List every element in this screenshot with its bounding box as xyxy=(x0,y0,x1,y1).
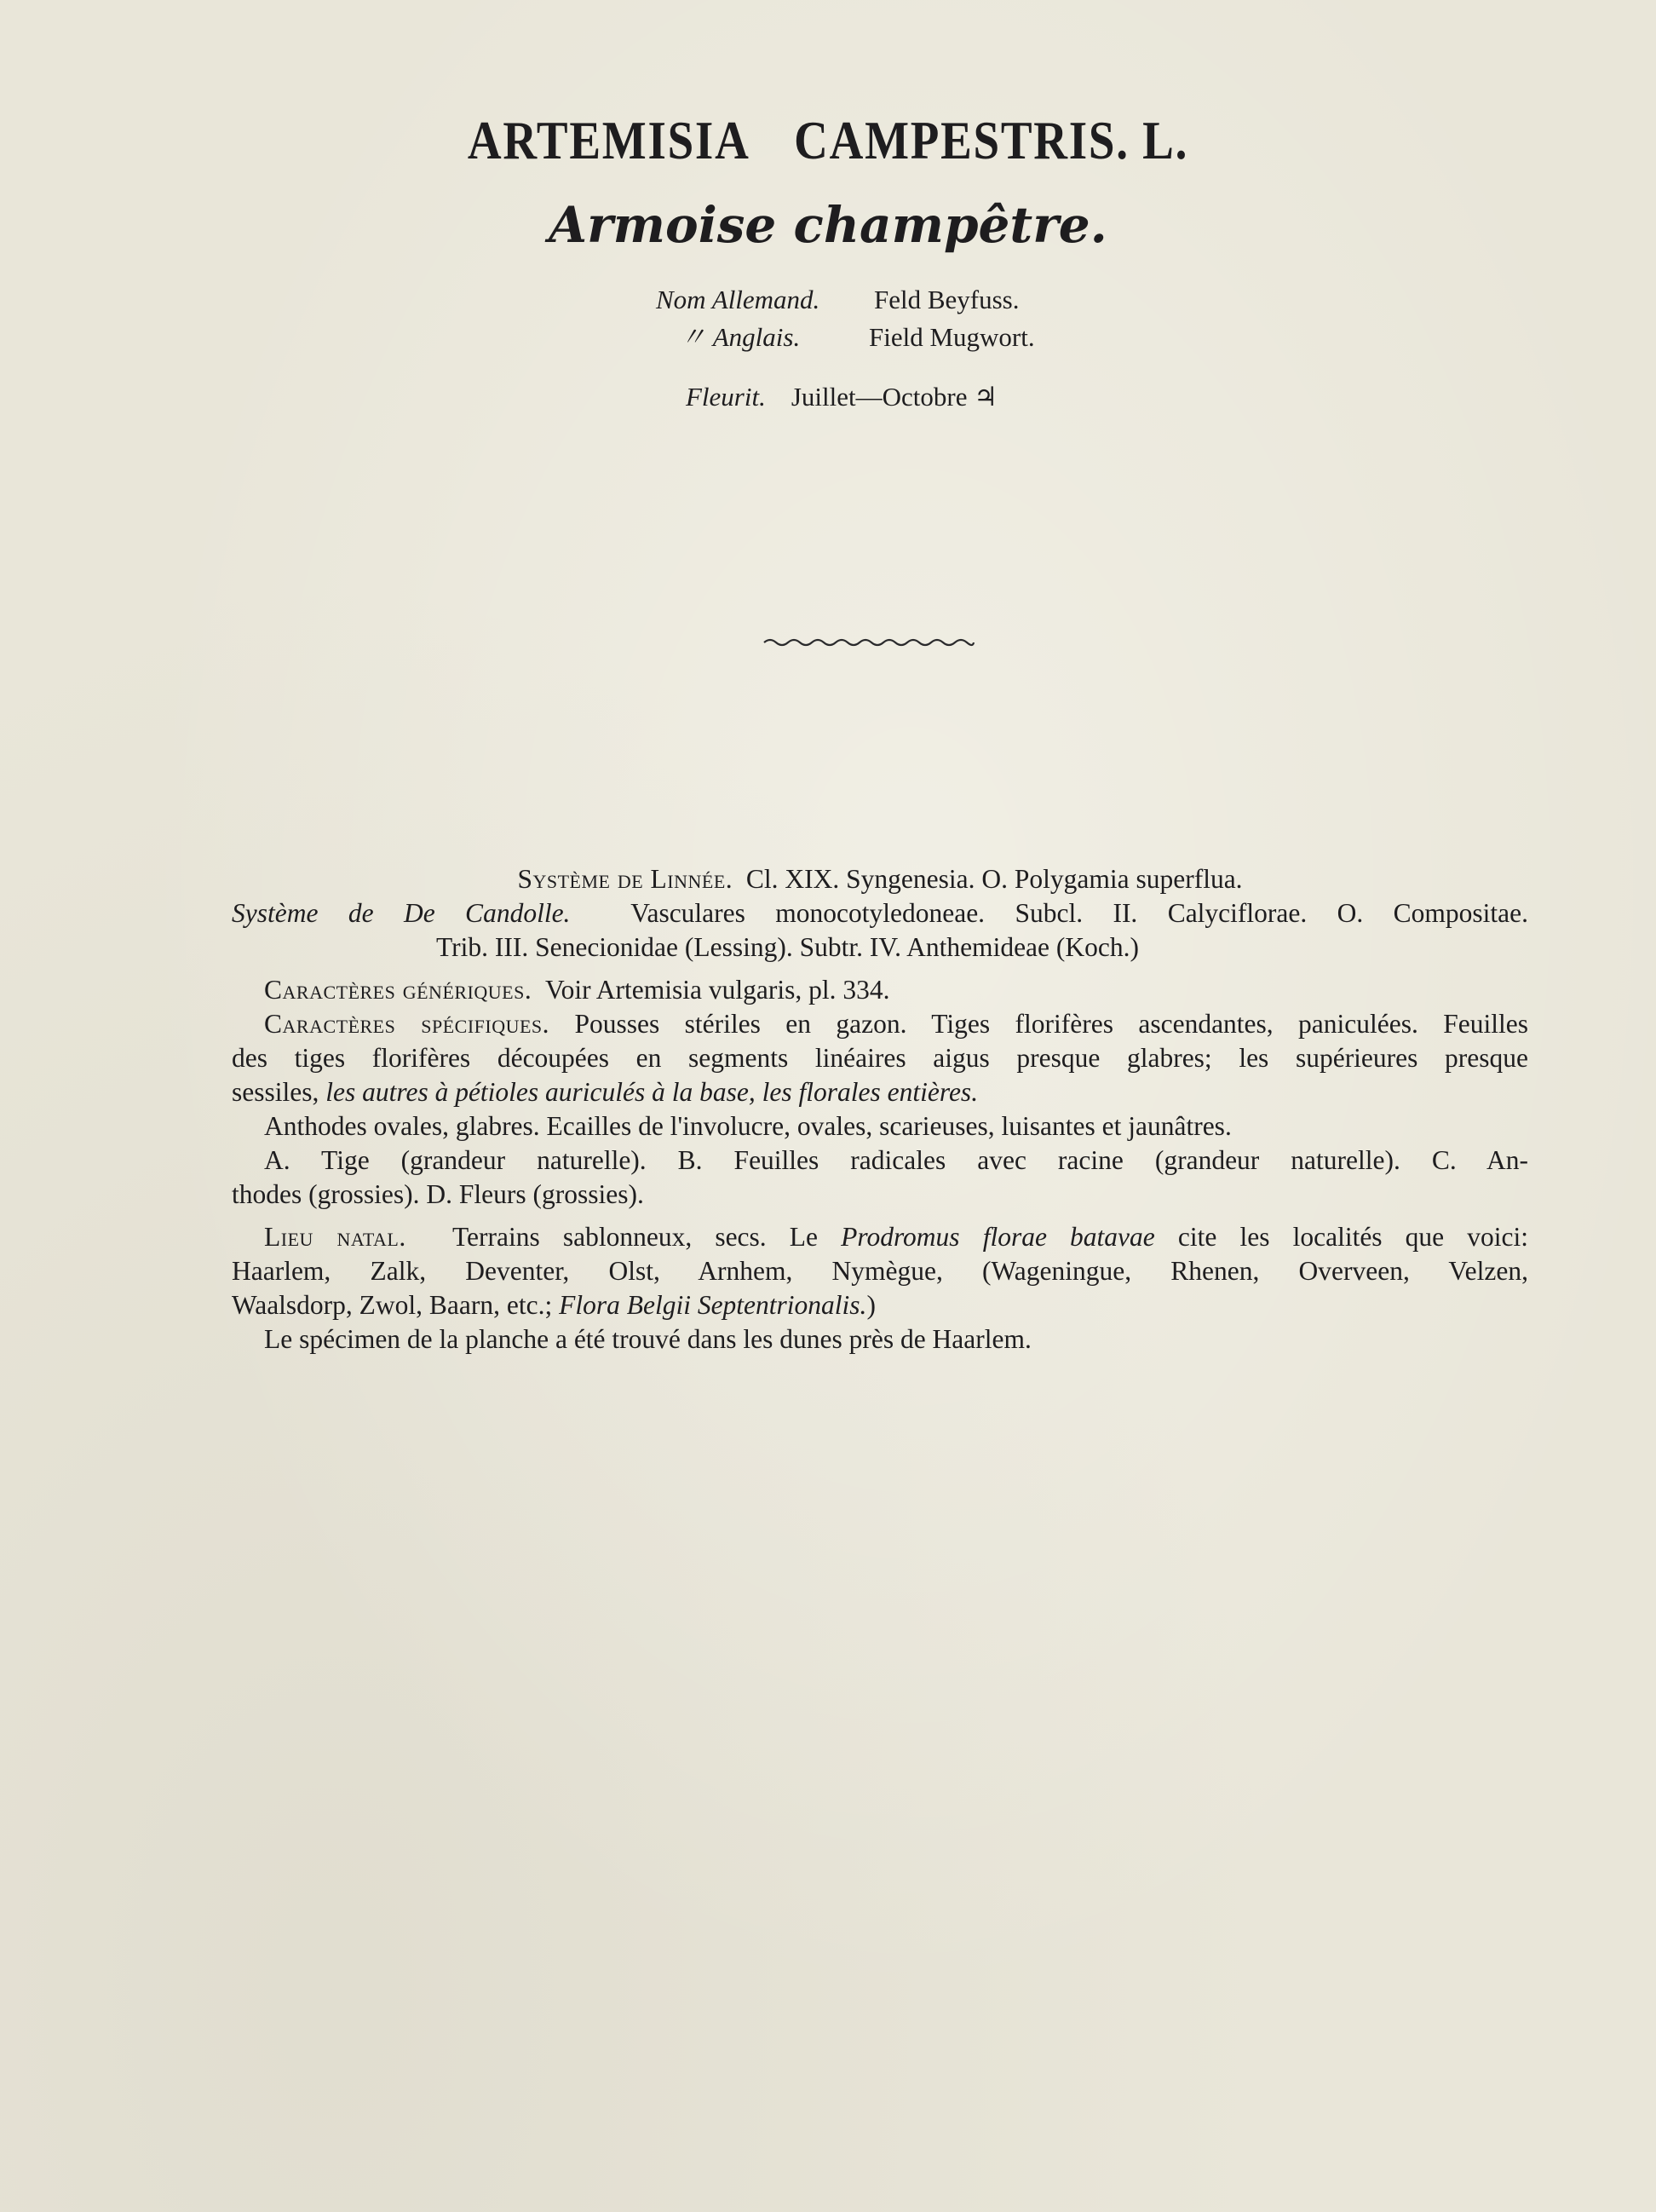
caracteres-specifiques-line3 xyxy=(232,1075,1528,1109)
systeme-linnee xyxy=(232,862,1528,896)
specimen-note: Le spécimen de la planche a été trouvé dans les dunes près de Haarlem. xyxy=(264,1324,1032,1354)
systeme-candolle-text: Vasculares monocotyledoneae. Subcl. II. Calyciflorae. O. Compositae. xyxy=(630,898,1528,928)
title-author: L. xyxy=(1142,110,1189,170)
anthodes-description: Anthodes ovales, glabres. Ecailles de l'involucre, ovales, scarieuses, luisantes et jaunâtres. xyxy=(264,1111,1232,1141)
english-label: 〃 Anglais. xyxy=(680,322,801,352)
figures-legend-line1: A. Tige (grandeur naturelle). B. Feuilles radicales avec racine (grandeur naturelle). C. An- xyxy=(264,1145,1528,1175)
lieu-natal-line3a: Waalsdorp, Zwol, Baarn, etc.; xyxy=(232,1290,553,1320)
caracteres-specifiques-line3b: les autres à pétioles auriculés à la base, les florales entières. xyxy=(325,1077,979,1107)
vernacular-names xyxy=(656,281,1035,356)
lieu-natal-line3 xyxy=(232,1288,1528,1322)
wavy-divider-ornament xyxy=(762,632,975,653)
page-title xyxy=(116,109,1540,172)
lieu-natal-line1b: Prodromus florae batavae xyxy=(841,1222,1155,1252)
caracteres-generiques-text: Voir Artemisia vulgaris, pl. 334. xyxy=(544,975,890,1005)
german-label: Nom Allemand. xyxy=(656,285,820,314)
lieu-natal-line3b: Flora Belgii Septentrionalis. xyxy=(559,1290,867,1320)
lieu-natal xyxy=(232,1220,1528,1254)
caracteres-specifiques-line2: des tiges florifères découpées en segments linéaires aigus presque glabres; les supérieures presque xyxy=(232,1043,1528,1073)
lieu-natal-line3c: ) xyxy=(866,1290,876,1320)
flowering-value: Juillet—Octobre ♃ xyxy=(791,382,998,412)
caracteres-specifiques xyxy=(232,1007,1528,1041)
caracteres-specifiques-line3a: sessiles, xyxy=(232,1077,319,1107)
caracteres-specifiques-line1: Pousses stériles en gazon. Tiges florifères ascendantes, paniculées. Feuilles xyxy=(574,1009,1529,1039)
title-species: CAMPESTRIS. xyxy=(794,110,1130,170)
systeme-linnee-text: Cl. XIX. Syngenesia. O. Polygamia superflua. xyxy=(745,864,1243,894)
caracteres-generiques-label: Caractères génériques. xyxy=(264,975,532,1005)
figures-legend-line2: thodes (grossies). D. Fleurs (grossies). xyxy=(232,1179,644,1209)
systeme-candolle xyxy=(232,896,1528,930)
title-genus: ARTEMISIA xyxy=(467,110,750,170)
lieu-natal-line1a: Terrains sablonneux, secs. Le xyxy=(451,1222,819,1252)
caracteres-specifiques-label: Caractères spécifiques. xyxy=(264,1009,550,1039)
english-name-row xyxy=(656,319,1035,356)
description-body xyxy=(232,862,1528,1357)
common-name: Armoise champêtre. xyxy=(549,196,1107,254)
lieu-natal-label: Lieu natal. xyxy=(264,1222,406,1252)
german-name-row xyxy=(656,281,1035,319)
systeme-candolle-label: Système de De Candolle. xyxy=(232,898,571,928)
systeme-linnee-label: Système de Linnée. xyxy=(517,864,733,894)
flowering-label: Fleurit. xyxy=(686,382,766,412)
flowering-period xyxy=(686,382,998,412)
lieu-natal-line2: Haarlem, Zalk, Deventer, Olst, Arnhem, Nymègue, (Wageningue, Rhenen, Overveen, Velzen, xyxy=(232,1256,1528,1286)
english-value: Field Mugwort. xyxy=(869,322,1035,352)
german-value: Feld Beyfuss. xyxy=(874,285,1020,314)
systeme-candolle-cont: Trib. III. Senecionidae (Lessing). Subtr. IV. Anthemideae (Koch.) xyxy=(436,932,1139,962)
lieu-natal-line1c: cite les localités que voici: xyxy=(1177,1222,1529,1252)
caracteres-generiques xyxy=(232,973,1528,1007)
